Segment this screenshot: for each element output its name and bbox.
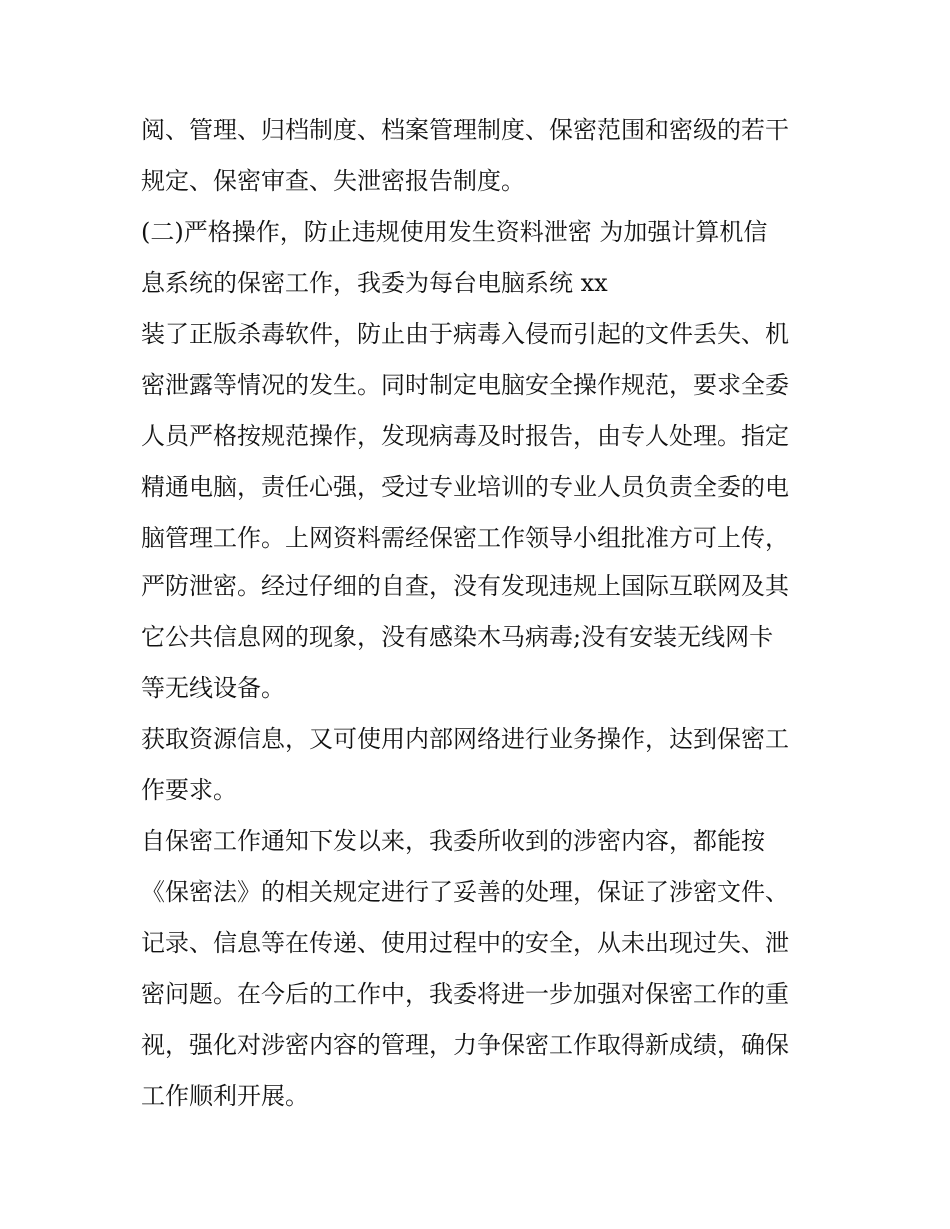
text-line: 自保密工作通知下发以来，我委所收到的涉密内容，都能按 xyxy=(141,827,765,855)
text-line: 工作顺利开展。 xyxy=(141,1082,309,1110)
text-line: 规定、保密审查、失泄密报告制度。 xyxy=(141,167,525,195)
text-line: 获取资源信息，又可使用内部网络进行业务操作，达到保密工 xyxy=(141,725,789,753)
text-line: 装了正版杀毒软件，防止由于病毒入侵而引起的文件丢失、机 xyxy=(141,320,789,348)
text-line: 它公共信息网的现象，没有感染木马病毒;没有安装无线网卡 xyxy=(141,623,774,651)
text-line: 严防泄密。经过仔细的自查，没有发现违规上国际互联网及其 xyxy=(141,572,789,600)
text-line: 记录、信息等在传递、使用过程中的安全，从未出现过失、泄 xyxy=(141,929,789,957)
text-line: 密泄露等情况的发生。同时制定电脑安全操作规范，要求全委 xyxy=(141,371,789,399)
text-line: 人员严格按规范操作，发现病毒及时报告，由专人处理。指定 xyxy=(141,422,789,450)
text-line: (二)严格操作，防止违规使用发生资料泄密 为加强计算机信 xyxy=(141,218,768,246)
text-line: 密问题。在今后的工作中，我委将进一步加强对保密工作的重 xyxy=(141,980,789,1008)
text-line: 《保密法》的相关规定进行了妥善的处理，保证了涉密文件、 xyxy=(141,878,789,906)
text-line: 等无线设备。 xyxy=(141,674,285,702)
text-line: 脑管理工作。上网资料需经保密工作领导小组批准方可上传， xyxy=(141,524,789,552)
text-line: 作要求。 xyxy=(141,776,237,804)
text-line: 精通电脑，责任心强，受过专业培训的专业人员负责全委的电 xyxy=(141,473,789,501)
text-line: 阅、管理、归档制度、档案管理制度、保密范围和密级的若干 xyxy=(141,116,789,144)
text-line: 视，强化对涉密内容的管理，力争保密工作取得新成绩，确保 xyxy=(141,1031,789,1059)
text-line: 息系统的保密工作，我委为每台电脑系统 xx xyxy=(141,269,608,297)
